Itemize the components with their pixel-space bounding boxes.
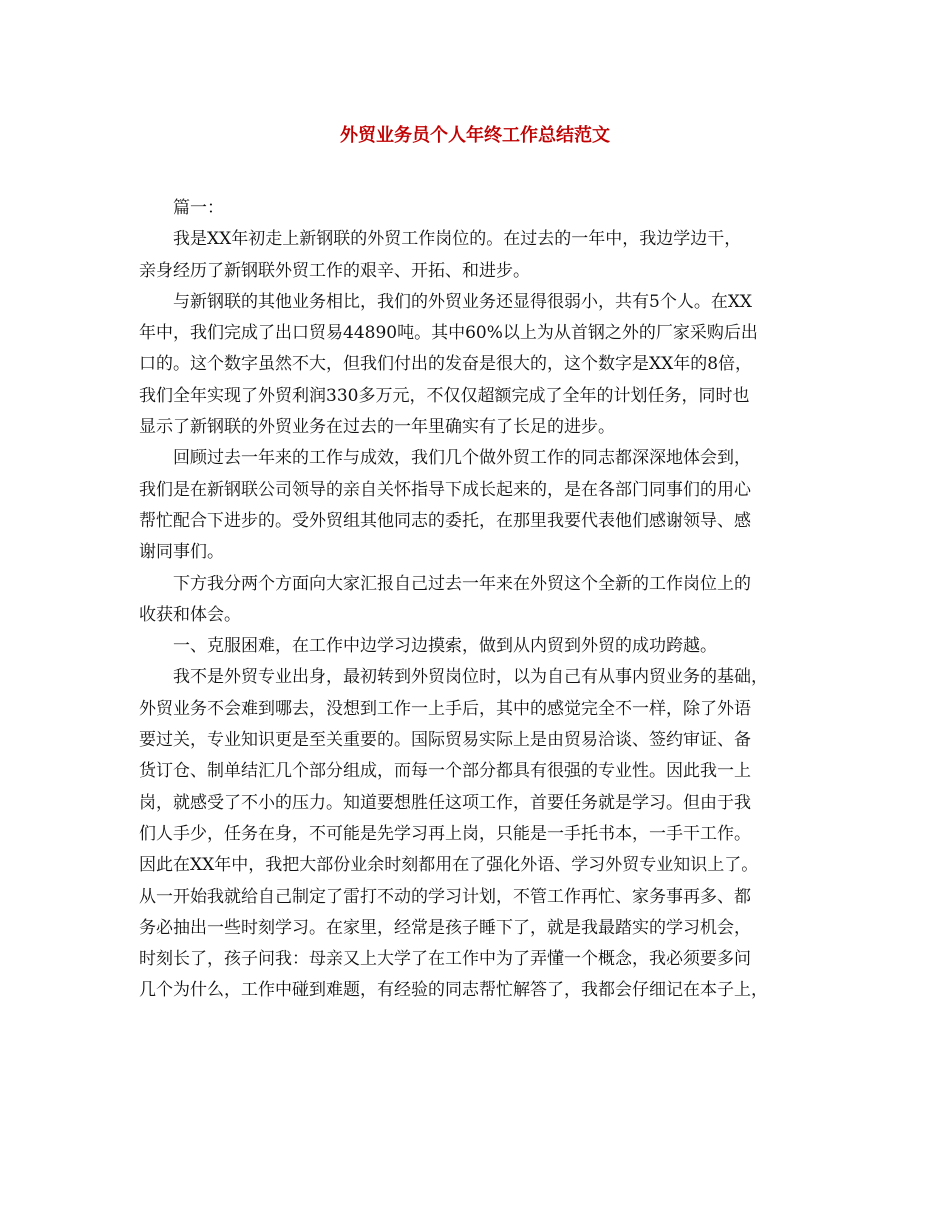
paragraph	[139, 224, 819, 287]
document-body	[139, 193, 819, 1007]
paragraph-line: 篇一：	[173, 198, 224, 218]
paragraph-line: 我是XX年初走上新钢联的外贸工作岗位的。在过去的一年中，我边学边干，	[173, 229, 742, 250]
paragraph-line: 岗，就感受了不小的压力。知道要想胜任这项工作，首要任务就是学习。但由于我	[139, 792, 751, 813]
paragraph-line: 我们是在新钢联公司领导的亲自关怀指导下成长起来的，是在各部门同事们的用心	[139, 479, 751, 500]
paragraph-line: 几个为什么，工作中碰到难题，有经验的同志帮忙解答了，我都会仔细记在本子上，	[139, 980, 768, 1001]
paragraph-line: 回顾过去一年来的工作与成效，我们几个做外贸工作的同志都深深地体会到，	[173, 448, 751, 469]
paragraph	[139, 569, 819, 632]
paragraph-line: 与新钢联的其他业务相比，我们的外贸业务还显得很弱小，共有5个人。在XX	[173, 291, 753, 312]
document-title: 外贸业务员个人年终工作总结范文	[340, 125, 610, 146]
paragraph-line: 我不是外贸专业出身，最初转到外贸岗位时，以为自己有从事内贸业务的基础，	[173, 667, 768, 688]
paragraph-heading	[139, 193, 819, 224]
paragraph-line: 外贸业务不会难到哪去，没想到工作一上手后，其中的感觉完全不一样，除了外语	[139, 698, 751, 719]
paragraph	[139, 287, 819, 443]
paragraph-line: 从一开始我就给自己制定了雷打不动的学习计划，不管工作再忙、家务事再多、都	[139, 886, 751, 907]
paragraph-line: 要过关，专业知识更是至关重要的。国际贸易实际上是由贸易洽谈、签约审证、备	[139, 730, 751, 751]
paragraph-line: 务必抽出一些时刻学习。在家里，经常是孩子睡下了，就是我最踏实的学习机会，	[139, 917, 751, 938]
paragraph	[139, 662, 819, 1006]
paragraph-line: 收获和体会。	[139, 604, 241, 625]
paragraph-line: 口的。这个数字虽然不大，但我们付出的发奋是很大的，这个数字是XX年的8倍，	[139, 354, 753, 375]
section-heading	[139, 631, 819, 662]
paragraph-line: 时刻长了，孩子问我：母亲又上大学了在工作中为了弄懂一个概念，我必须要多问	[139, 949, 751, 970]
paragraph-line: 们人手少，任务在身，不可能是先学习再上岗，只能是一手托书本，一手干工作。	[139, 823, 751, 844]
paragraph-line: 一、克服困难，在工作中边学习边摸索，做到从内贸到外贸的成功跨越。	[173, 636, 717, 657]
paragraph-line: 亲身经历了新钢联外贸工作的艰辛、开拓、和进步。	[139, 260, 530, 281]
paragraph-line: 帮忙配合下进步的。受外贸组其他同志的委托，在那里我要代表他们感谢领导、感	[139, 510, 751, 531]
paragraph-line: 货订仓、制单结汇几个部分组成，而每一个部分都具有很强的专业性。因此我一上	[139, 761, 751, 782]
paragraph	[139, 443, 819, 568]
paragraph-line: 因此在XX年中，我把大部份业余时刻都用在了强化外语、学习外贸专业知识上了。	[139, 855, 759, 876]
paragraph-line: 显示了新钢联的外贸业务在过去的一年里确实有了长足的进步。	[139, 417, 615, 438]
paragraph-line: 年中，我们完成了出口贸易44890吨。其中60%以上为从首钢之外的厂家采购后出	[139, 323, 758, 344]
paragraph-line: 谢同事们。	[139, 542, 224, 563]
paragraph-line: 下方我分两个方面向大家汇报自己过去一年来在外贸这个全新的工作岗位上的	[173, 573, 751, 594]
paragraph-line: 我们全年实现了外贸利润330多万元，不仅仅超额完成了全年的计划任务，同时也	[139, 385, 750, 406]
